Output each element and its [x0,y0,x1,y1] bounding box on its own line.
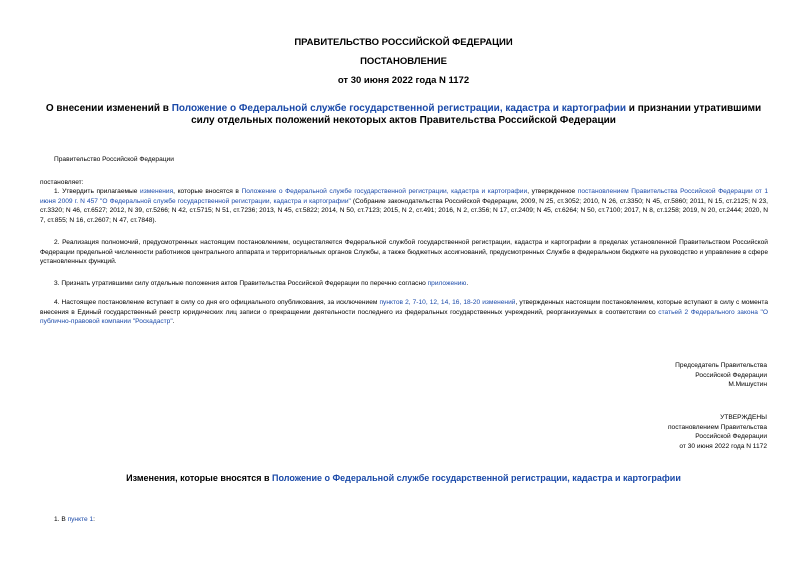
approved-line-2: постановлением Правительства [667,423,767,431]
issuing-body: ПРАВИТЕЛЬСТВО РОССИЙСКОЙ ФЕДЕРАЦИИ [294,37,513,48]
p3-text-2: . [466,280,469,287]
approved-block [668,413,767,451]
p4-text-1: 4. Настоящее постановление вступает в силу со дня его официального опубликования, за исключением [54,299,380,306]
p2-text: 2. Реализация полномочий, предусмотренных настоящим постановлением, осуществляется Федеральной службой государственной регистрации, кадастра и картографии в пределах установленной Правительством Российской Федерации предельной численности работников центрального аппарата и территориальных органов Службы, а также бюджетных ассигнований, предусмотренных Службе в федеральном бюджете на руководство и управление в сфере установленных функций. [40,239,768,266]
approved-line-1: УТВЕРЖДЕНЫ [720,414,767,421]
link-resolution-457[interactable]: постановлением Правительства Российской Федерации от 1 июня 2009 г. N 457 "О Федеральной службе государственной регистрации, кадастра и картографии" [40,188,768,205]
intro-paragraph [40,155,768,165]
p4-text-3: . [172,318,175,326]
link-regulation[interactable]: Положение о Федеральной службе государственной регистрации, кадастра и картографии [241,188,528,195]
changes-title-pre: Изменения, которые вносятся в [126,473,273,483]
paragraph-1 [40,187,768,225]
link-changes[interactable]: изменения [140,188,174,195]
title-link-regulation[interactable]: Положение о Федеральной службе государственной регистрации, кадастра и картографии [171,103,626,114]
link-point-1[interactable]: пункте 1 [67,516,94,523]
p1-text-2: , которые вносятся в [173,188,242,195]
approved-line-3: Российской Федерации [695,433,767,441]
signature-block [675,361,767,390]
title-post: и признании утратившими силу отдельных положений некоторых актов Правительства Российской Федерации [191,103,762,126]
document-title [40,103,767,127]
changes-title [40,473,767,483]
document-type: ПОСТАНОВЛЕНИЕ [360,56,447,67]
signature-line-1: Председатель Правительства [675,362,767,369]
changes-title-link[interactable]: Положение о Федеральной службе государственной регистрации, кадастра и картографии [272,473,681,483]
paragraph-2 [40,238,768,267]
link-points[interactable]: пунктов 2, 7-10, 12, 14, 16, 18-20 изменений [379,299,516,306]
p1-text-4: (Собрание законодательства Российской Федерации, 2009, N 25, ст.3052; 2010, N 26, ст.3350; N 45, ст.5860; 2011, N 15, ст.2125; N 23, ст.3320; N 46, ст.6527; 2012, N 39, ст.5266; N 42, ст.5715; N 51, ст.7236; 2013, N 45, ст.5822; 2014, N 50, ст.7123; 2015, N 2, ст.491; 2016, N 2, ст.356; N 17, ст.2409; N 45, ст.6264; N 50, ст.7100; 2017, N 8, ст.1258; 2019, N 20, ст.2444; 2020, N 7, ст.855; N 16, ст.2607; N 47, ст.7848). [40,197,768,224]
title-pre: О внесении изменений в [45,103,172,114]
intro-text: Правительство Российской Федерации [54,156,174,163]
link-federal-law[interactable]: статьей 2 Федерального закона "О публично-правовой компании "Роскадастр" [40,308,769,326]
item1-text-1: 1. В [54,516,68,523]
p1-text-3: , утвержденное [527,188,578,195]
p4-text-2: , утвержденных настоящим постановлением, которые вступают в силу с момента внесения в Единый государственный реестр юридических лиц записи о прекращении деятельности последнего из федеральных государственных учреждений, реорганизуемых в соответствии со [40,299,768,316]
p1-text-1: 1. Утвердить прилагаемые [54,188,141,195]
decides-text: постановляет: [40,179,84,186]
signature-line-2: Российской Федерации [695,371,767,379]
p3-text-1: 3. Признать утратившими силу отдельные положения актов Правительства Российской Федерации по перечню согласно [54,280,428,287]
link-appendix[interactable]: приложению [427,280,467,287]
item-1 [40,515,768,525]
approved-line-4: от 30 июня 2022 года N 1172 [679,442,767,450]
paragraph-3 [40,279,768,289]
signature-line-3: М.Мишустин [728,381,767,389]
document-date-number: от 30 июня 2022 года N 1172 [337,75,470,86]
paragraph-4 [40,298,768,327]
item1-text-2: : [93,516,95,523]
